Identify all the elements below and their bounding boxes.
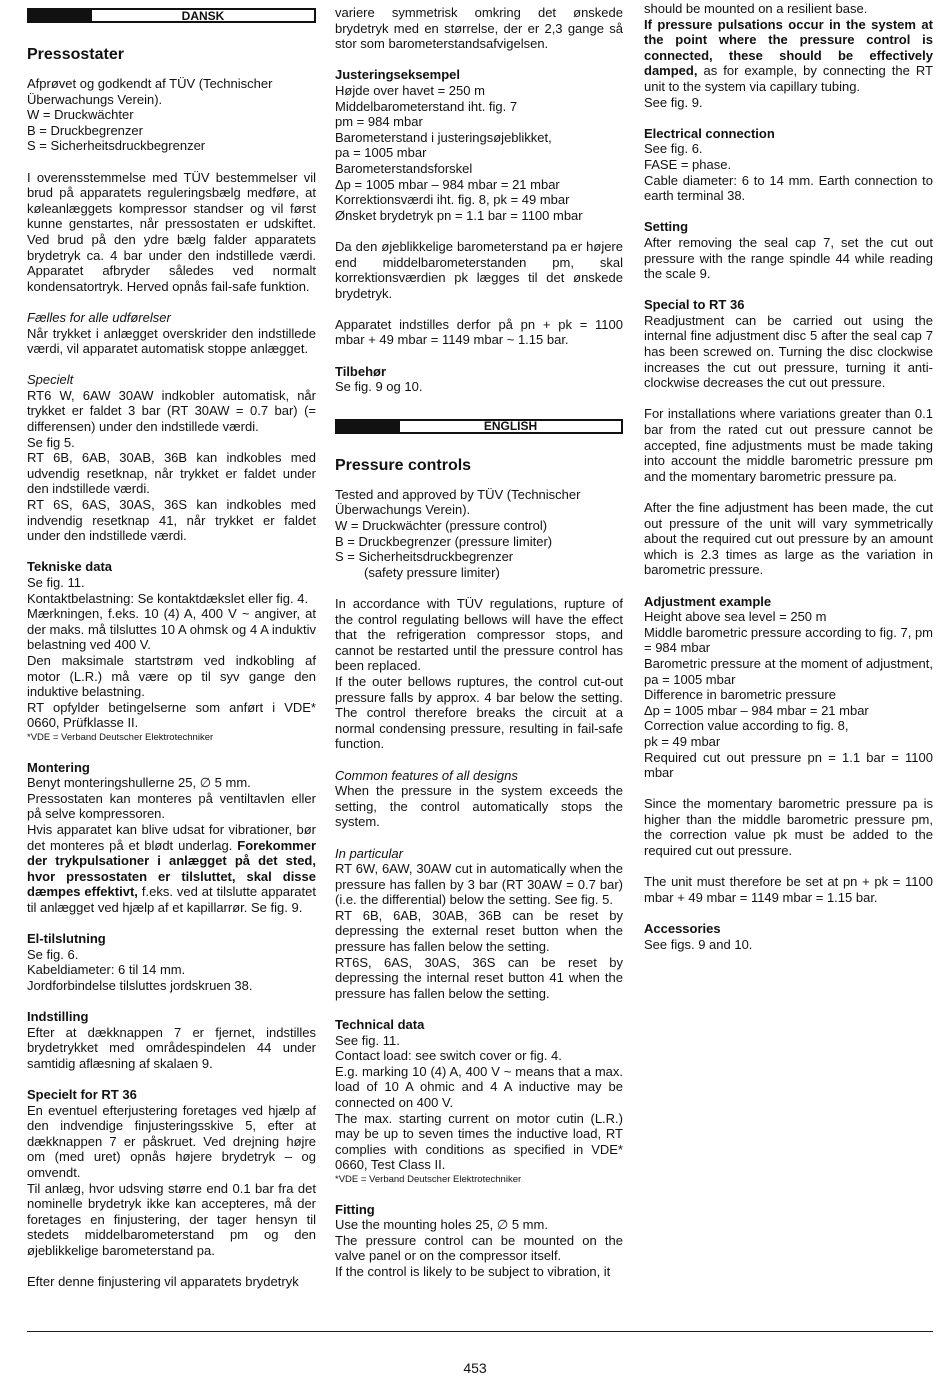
approval-text: Tested and approved by TÜV (Technischer Überwachungs Verein). xyxy=(335,486,581,518)
mount-text: Hvis apparatet kan blive udsat for vibrationer, bør det monteres på et blødt underlag. xyxy=(27,821,316,853)
paragraph-rupture: In accordance with TÜV regulations, rupture of the control regulating bellows will have the effect that the refrigeration compressor stops, and cannot be restarted until the pressure control has been replaced. xyxy=(335,596,623,674)
def-w: W = Druckwächter (pressure control) xyxy=(335,518,548,534)
tech-line: Den maksimale startstrøm ved indkobling af motor (L.R.) må være op til syv gange den induktive belastning. xyxy=(27,652,316,700)
example-line: Middelbarometerstand iht. fig. 7 xyxy=(335,98,518,114)
heading-rt36: Specielt for RT 36 xyxy=(27,1087,137,1102)
def-s: S = Sicherheitsdruckbegrenzer xyxy=(27,138,206,154)
heading-electrical: El-tilslutning xyxy=(27,931,106,947)
example-line: pk = 49 mbar xyxy=(644,733,721,749)
heading-tech-data: Tekniske data xyxy=(27,559,113,575)
heading-adjustment-example: Adjustment example xyxy=(644,593,772,609)
banner-label: ENGLISH xyxy=(400,421,621,432)
el-line: Jordforbindelse tilsluttes jordskruen 38. xyxy=(27,977,253,993)
heading-accessories: Accessories xyxy=(644,921,721,937)
paragraph-special-1b: Se fig 5. xyxy=(27,434,75,450)
continued-text: should be mounted on a resilient base. xyxy=(644,1,868,16)
example-line: Barometerstand i justeringsøjeblikket, xyxy=(335,129,552,145)
subheading-particular: In particular xyxy=(335,845,403,861)
paragraph-rt36-2: For installations where variations greater than 0.1 bar from the rated cut out pressure cannot be accepted, fine adjustments must be made taking into account the middle barometric pressure pm and the momentary barometric pressure pa. xyxy=(644,406,933,484)
footer-rule xyxy=(27,1331,933,1332)
def-b: B = Druckbegrenzer (pressure limiter) xyxy=(335,533,553,549)
example-line: Ønsket brydetryk pn = 1.1 bar = 1100 mbar xyxy=(335,207,583,223)
example-line: Højde over havet = 250 m xyxy=(335,82,485,98)
tech-line: E.g. marking 10 (4) A, 400 V ~ means that a max. load of 10 A ohmic and 4 A inductive may be connected on 400 V. xyxy=(335,1063,623,1110)
paragraph-example-1: Since the momentary barometric pressure pa is higher than the middle barometric pressure pm, the correction value pk must be added to the required cut out pressure. xyxy=(644,796,933,859)
paragraph-common: Når trykket i anlægget overskrider den indstillede værdi, vil apparatet automatisk stoppe anlægget. xyxy=(27,325,316,357)
heading-technical-data: Technical data xyxy=(335,1017,425,1033)
paragraph-setting: Efter at dækknappen 7 er fjernet, indstilles brydetrykket med områdespindelen 44 under samtidig aflæsning af skalaen 9. xyxy=(27,1024,316,1071)
example-line: Middle barometric pressure according to fig. 7, pm = 984 mbar xyxy=(644,624,934,656)
tech-line: Contact load: see switch cover or fig. 4. xyxy=(335,1048,562,1064)
heading-mounting: Montering xyxy=(27,759,90,775)
pulsation-bold: If pressure pulsations occur in the system at the point where the pressure control is connected, these should be effectively damped, xyxy=(644,16,933,79)
paragraph-common: When the pressure in the system exceeds the setting, the control automatically stops the system. xyxy=(335,783,623,830)
vde-footnote: *VDE = Verband Deutscher Elektrotechniker xyxy=(27,731,214,743)
paragraph-rt36-3: After the fine adjustment has been made, the cut out pressure of the unit will vary symmetrically about the required cut out pressure by an amount which is 2.3 times as large as the variation in barometric pressure. xyxy=(644,500,933,578)
elec-line: Cable diameter: 6 to 14 mm. Earth connection to earth terminal 38. xyxy=(644,172,933,204)
paragraph-rt36-1: En eventuel efterjustering foretages ved hjælp af den indvendige finjusteringsskive 5, efter at dækknappen 7 er påskruet. Ved drejning højre om (med uret) opnås højere brydetryk – og omvendt. xyxy=(27,1102,316,1180)
approval-text: Afprøvet og godkendt af TÜV (Technischer Überwachungs Verein). xyxy=(27,76,273,107)
el-line: Kabeldiameter: 6 til 14 mm. xyxy=(27,962,186,978)
paragraph-example-1: Da den øjeblikkelige barometerstand pa er højere end middelbarometerstanden pm, skal korrektionsværdien pk lægges til det ønskede brydetryk. xyxy=(335,238,623,301)
def-s: S = Sicherheitsdruckbegrenzer xyxy=(335,549,514,565)
heading-adjust-example-da: Justeringseksempel xyxy=(335,67,461,83)
mount-bold-text: Forekommer der trykpulsationer i anlægget på det sted, hvor pressostaten er tilsluttet, skal disse dæmpes effektivt, xyxy=(27,837,316,900)
example-line: Δp = 1005 mbar – 984 mbar = 21 mbar xyxy=(644,702,869,718)
paragraph-rt36-2: Til anlæg, hvor udsving større end 0.1 bar fra det nominelle brydetryk ikke kan accepteres, må der foretages en finjustering, der tager hensyn til stedets middelbarometerstand pm og den øjeblikkelige barometerstand pa. xyxy=(27,1180,316,1258)
def-w: W = Druckwächter xyxy=(27,107,134,123)
paragraph-particular-2: RT 6B, 6AB, 30AB, 36B can be reset by depressing the external reset button when the pressure has fallen below the setting. xyxy=(335,907,623,955)
paragraph-special-1: RT6 W, 6AW 30AW indkobler automatisk, når trykket er faldet 3 bar (RT 30AW = 0.7 bar) (= differensen) under den indstillede værdi. xyxy=(27,387,316,435)
example-line: pm = 984 mbar xyxy=(335,114,423,130)
mount-line: Pressostaten kan monteres på ventiltavlen eller på selve kompressoren. xyxy=(27,790,316,822)
paragraph-rt36-1: Readjustment can be carried out using the internal fine adjustment disc 5 after the seal cap 7 has been screwed on. Turning the disc clockwise increases the cut out pressure, turning it anti-clockwise decreases the cut out pressure. xyxy=(644,312,933,391)
paragraph-particular-3: RT6S, 6AS, 30AS, 36S can be reset by depressing the internal reset button 41 when the pressure has fallen below the setting. xyxy=(335,954,623,1001)
tech-line: The max. starting current on motor cutin (L.R.) may be up to seven times the inductive load, RT complies with conditions as specified in VDE* 0660, Test Class II. xyxy=(335,1110,623,1173)
column-middle xyxy=(335,5,623,1280)
column-english xyxy=(644,1,933,952)
example-line: pa = 1005 mbar xyxy=(335,145,427,161)
subheading-special: Specielt xyxy=(27,372,74,388)
heading-pressure-controls: Pressure controls xyxy=(335,456,472,474)
page-number: 453 xyxy=(463,1360,487,1376)
heading-pressostater: Pressostater xyxy=(27,46,124,63)
example-line: Barometric pressure at the moment of adjustment, pa = 1005 mbar xyxy=(644,655,934,687)
heading-setting: Setting xyxy=(644,219,689,235)
paragraph-example-2: The unit must therefore be set at pn + pk = 1100 mbar + 49 mbar = 1149 mbar = 1.15 bar. xyxy=(644,874,933,905)
accessories-text-da: Se fig. 9 og 10. xyxy=(335,379,423,395)
example-line: Korrektionsværdi iht. fig. 8, pk = 49 mbar xyxy=(335,192,570,208)
example-line: Required cut out pressure pn = 1.1 bar = 1100 mbar xyxy=(644,749,933,781)
elec-line: FASE = phase. xyxy=(644,156,732,172)
example-line: Δp = 1005 mbar – 984 mbar = 21 mbar xyxy=(335,176,560,192)
paragraph-special-3: RT 6S, 6AS, 30AS, 36S kan indkobles med indvendig resetknap 41, når trykket er faldet under den indstillede værdi. xyxy=(27,497,316,544)
banner-label: DANSK xyxy=(92,10,314,21)
fit-line: Use the mounting holes 25, ∅ 5 mm. xyxy=(335,1217,548,1233)
section-banner-english xyxy=(335,419,623,434)
def-s-translation: (safety pressure limiter) xyxy=(364,564,500,580)
heading-special-rt36: Special to RT 36 xyxy=(644,297,745,313)
heading-setting: Indstilling xyxy=(27,1009,89,1025)
paragraph-example-2: Apparatet indstilles derfor på pn + pk = 1100 mbar + 49 mbar = 1149 mbar ~ 1.15 bar. xyxy=(335,316,623,348)
heading-electrical-connection: Electrical connection xyxy=(644,125,775,141)
example-line: Correction value according to fig. 8, xyxy=(644,718,849,734)
subheading-common: Common features of all designs xyxy=(335,767,518,783)
tech-line: See fig. 11. xyxy=(335,1032,400,1048)
heading-fitting: Fitting xyxy=(335,1201,375,1217)
example-line: Difference in barometric pressure xyxy=(644,687,836,703)
elec-line: See fig. 6. xyxy=(644,141,703,157)
fit-line: If the control is likely to be subject to vibration, it xyxy=(335,1263,611,1279)
tech-line: Mærkningen, f.eks. 10 (4) A, 400 V ~ angiver, at der maks. må tilsluttes 10 A ohmsk og 4 A induktiv belastning ved 400 V. xyxy=(27,606,316,653)
pulsation-tail: as for example, by connecting the RT unit to the system via capillary tubing. xyxy=(644,63,933,94)
subheading-common: Fælles for alle udførelser xyxy=(27,309,171,325)
see-fig-9: See fig. 9. xyxy=(644,94,703,110)
paragraph-particular-1: RT 6W, 6AW, 30AW cut in automatically when the pressure has fallen by 3 bar (RT 30AW = 0.7 bar) (i.e. the differential) below the setting. See fig. 5. xyxy=(335,861,623,908)
el-line: Se fig. 6. xyxy=(27,946,79,962)
tech-line: RT opfylder betingelserne som anført i VDE* 0660, Prüfklasse II. xyxy=(27,699,316,731)
continued-text: variere symmetrisk omkring det ønskede brydetryk med en størrelse, der er 2,3 gange så stor som barometerstandsafvigelsen. xyxy=(335,5,623,52)
accessories-text: See figs. 9 and 10. xyxy=(644,936,753,952)
example-line: Height above sea level = 250 m xyxy=(644,609,827,625)
heading-accessories-da: Tilbehør xyxy=(335,363,387,379)
paragraph-rt36-3: Efter denne finjustering vil apparatets brydetryk xyxy=(27,1274,299,1290)
paragraph-special-2: RT 6B, 6AB, 30AB, 36B kan indkobles med udvendig resetknap, når trykket er faldet under den indstillede værdi. xyxy=(27,450,316,497)
def-b: B = Druckbegrenzer xyxy=(27,122,143,138)
mount-paragraph xyxy=(27,822,316,916)
mount-line: Benyt monteringshullerne 25, ∅ 5 mm. xyxy=(27,775,251,791)
tech-line: Kontaktbelastning: Se kontaktdækslet eller fig. 4. xyxy=(27,590,309,606)
mount-tail-text: f.eks. ved at tilslutte apparatet til anlægget ved hjælp af et kapillarrør. Se fig. 9. xyxy=(27,884,316,915)
paragraph-rupture: I overensstemmelse med TÜV bestemmelser vil brud på apparatets reguleringsbælg medføre, at køleanlæggets kompressor standser og vil først kunne genstartes, når pressostaten er udskiftet. Ved brud på den ydre bælg falder apparatets brydetryk ca. 4 bar under den indstillede værdi. Apparatet afbryder således ved normalt kondensatortryk. Herved opnås fail-safe funktion. xyxy=(27,169,316,294)
vde-footnote: *VDE = Verband Deutscher Elektrotechniker xyxy=(335,1173,522,1185)
section-banner-danish xyxy=(27,8,316,23)
paragraph-setting: After removing the seal cap 7, set the cut out pressure with the range spindle 44 while reading the scale 9. xyxy=(644,234,933,282)
tech-line: Se fig. 11. xyxy=(27,575,85,590)
paragraph-outer-bellows: If the outer bellows ruptures, the control cut-out pressure falls by approx. 4 bar below the setting. The control therefore breaks the circuit at a normal condensing pressure, resulting in fail-safe function. xyxy=(335,673,623,752)
example-line: Barometerstandsforskel xyxy=(335,160,473,176)
pulsation-paragraph xyxy=(644,17,933,95)
column-danish xyxy=(27,8,316,1290)
fit-line: The pressure control can be mounted on the valve panel or on the compressor itself. xyxy=(335,1232,623,1264)
